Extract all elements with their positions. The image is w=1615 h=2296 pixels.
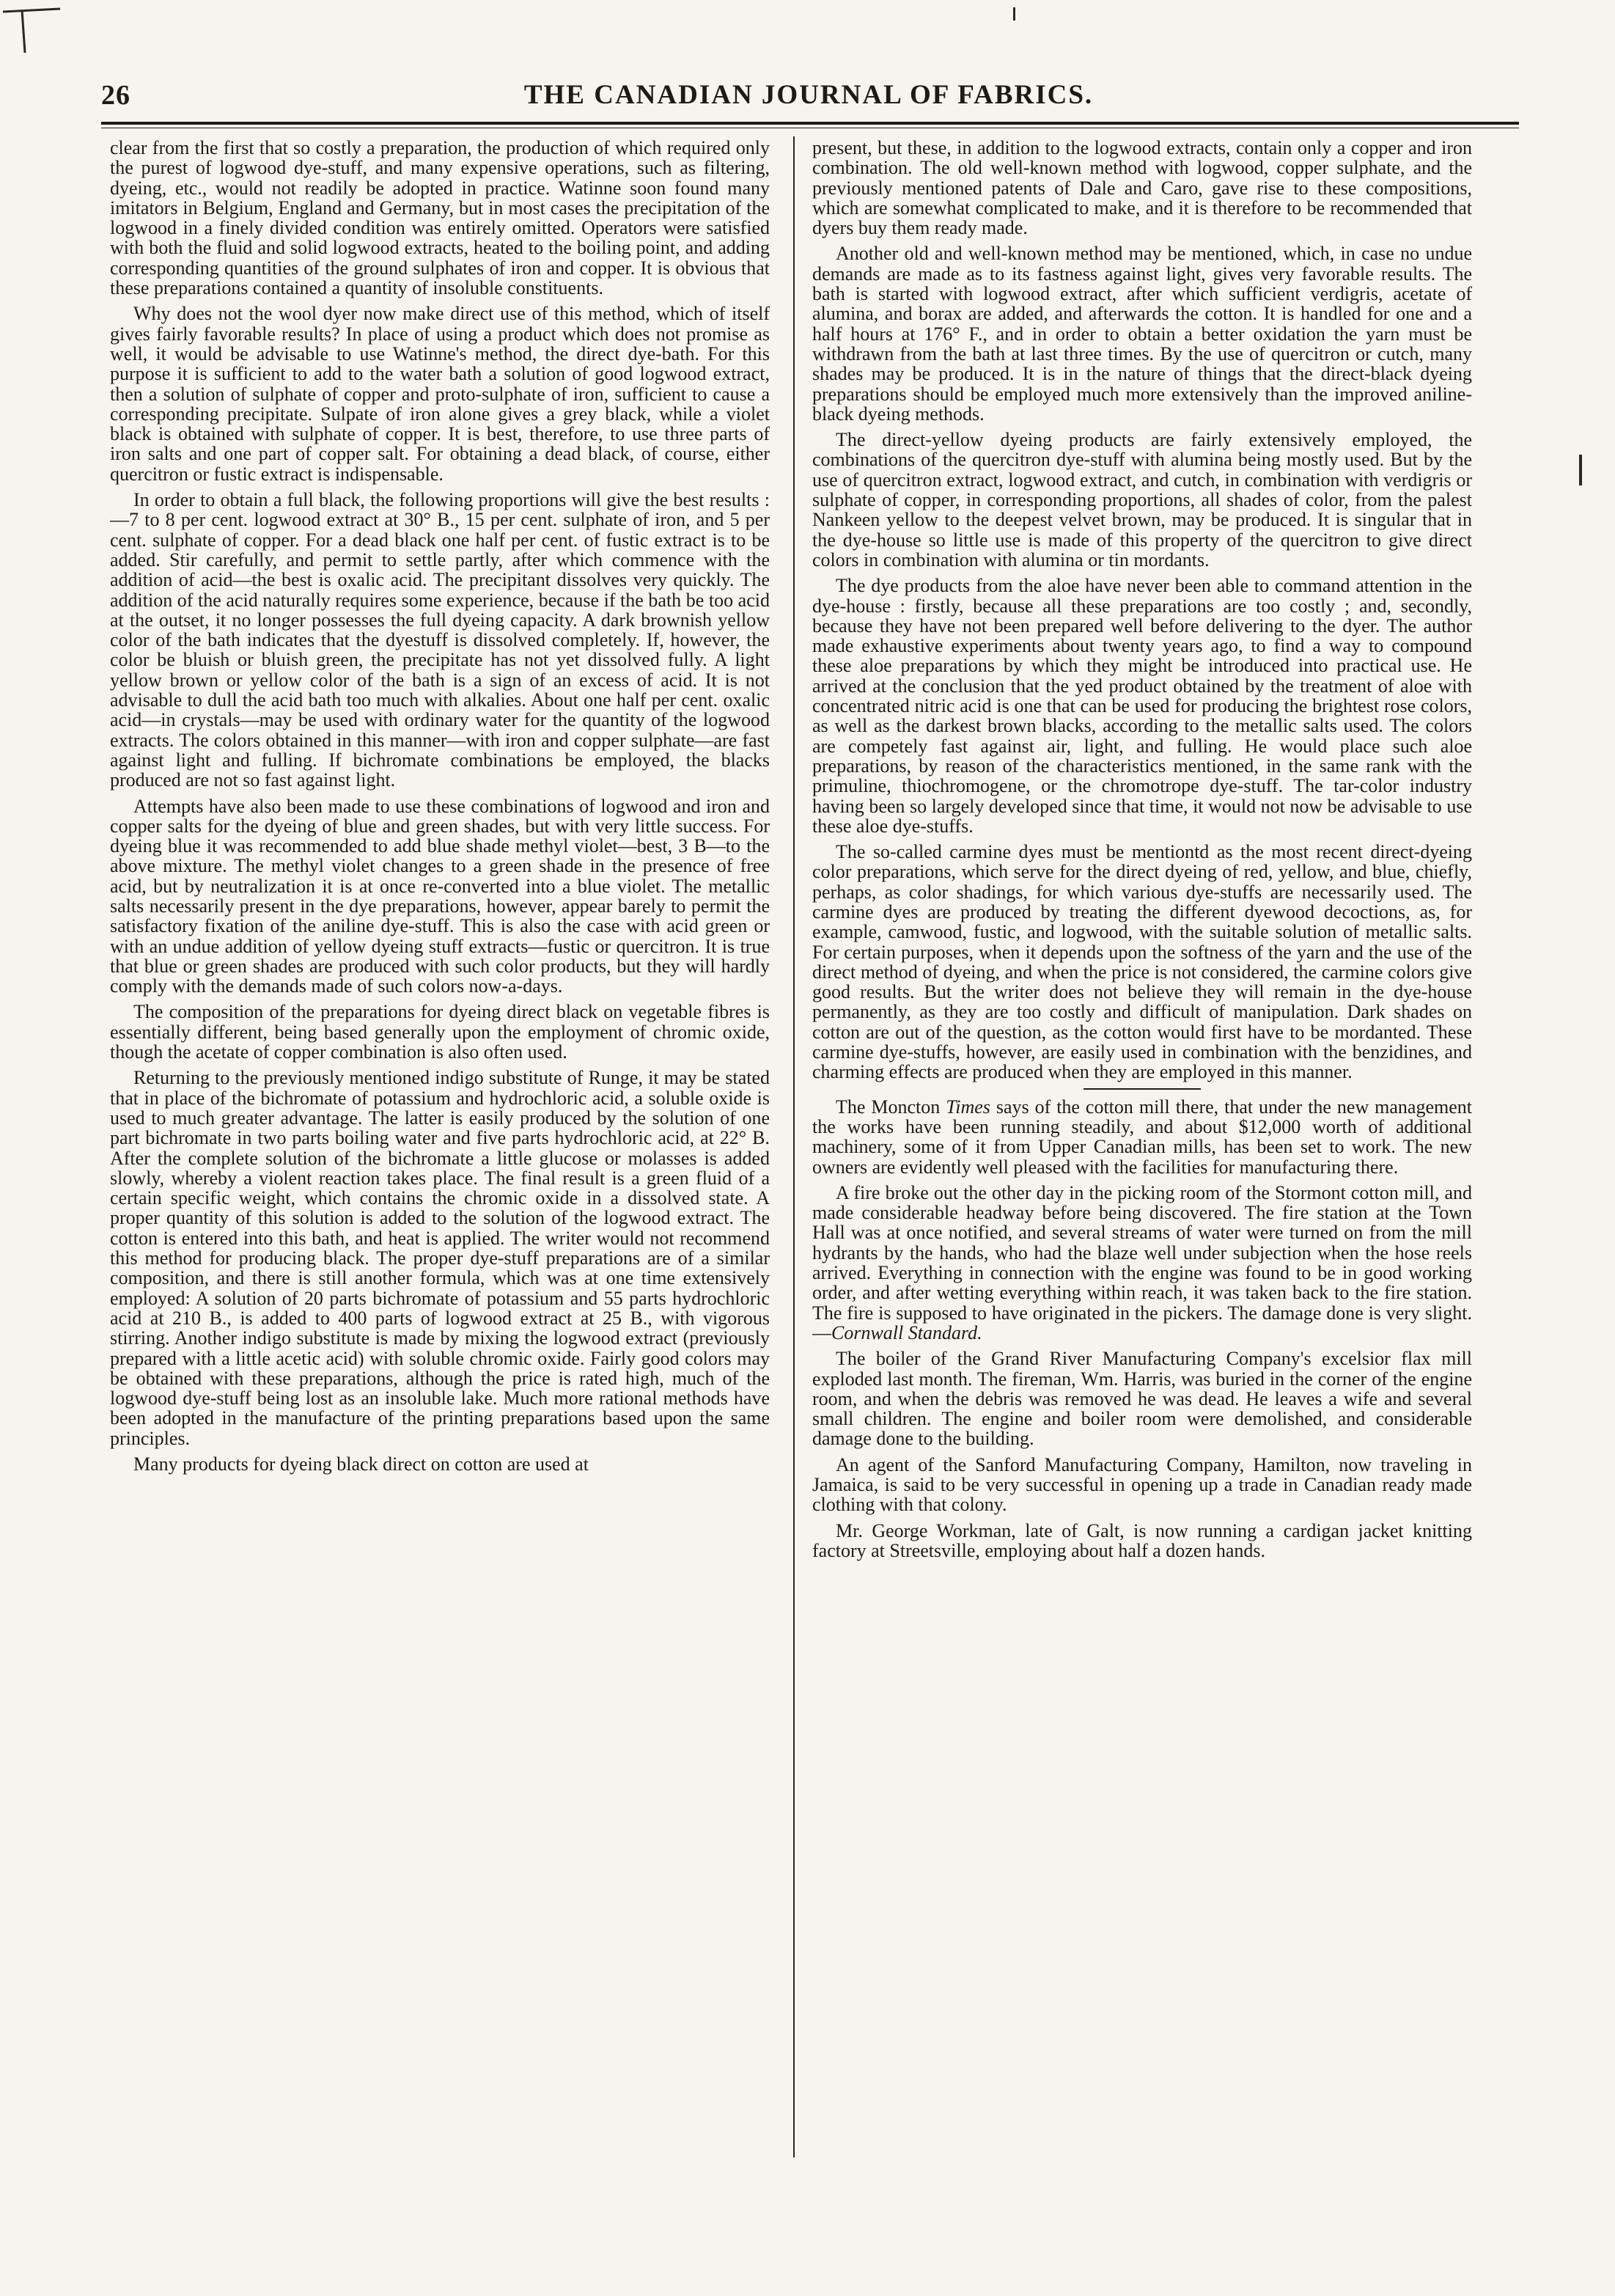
- paragraph: The dye products from the aloe have never been able to command attention in the dye-house : firstly, because all these preparations are too costly ; and, secondly, because they have not been prepared well before delivering to the dyer. The author made exhaustive experiments about twenty years ago, to find a way to compound these aloe preparations by which they might be introduced into practical use. He arrived at the conclusion that the yed product obtained by the treatment of aloe with concentrated nitric acid is one that can be used for producing the brightest rose colors, as well as the darkest brown blacks, according to the metallic salts used. The colors are competely fast against air, light, and fulling. He would place such aloe preparations, by reason of the characteristics mentioned, in the same rank with the primuline, thiochromogene, or the chromotrope dye-stuff. The tar-color industry having been so largely developed since that time, it would not now be advisable to use these aloe dye-stuffs.: [812, 575, 1472, 837]
- page-header: [101, 79, 1516, 117]
- news-text: A fire broke out the other day in the picking room of the Stormont cotton mill, and made considerable headway before being discovered. The fire station at the Town Hall was at once notified, and several streams of water were turned on from the mill hydrants by the hands, who had the blaze well under subjection when the hose reels arrived. Everything in connection with the engine was found to be in good working order, and after wetting everything within reach, it was taken back to the fire station. The fire is supposed to have originated in the pickers. The damage done is very slight.—: [812, 1181, 1472, 1343]
- right-column: [812, 138, 1472, 2162]
- news-source: Cornwall Standard.: [831, 1321, 982, 1343]
- corner-crop-mark: [1, 1, 75, 60]
- news-item-moncton: [812, 1097, 1472, 1177]
- news-item-fire: [812, 1183, 1472, 1343]
- page-number: 26: [101, 80, 130, 111]
- column-divider: [793, 136, 795, 2157]
- news-text: says of the cotton mill there, that under the new management the works have been running steadily, and about $12,000 worth of additional machinery, some of it from Upper Canadian mills, has been set to work. The new owners are evidently well pleased with the facilities for manufacturing there.: [812, 1096, 1472, 1178]
- scan-speck: [1013, 7, 1015, 21]
- paragraph: In order to obtain a full black, the following proportions will give the best results :—7 to 8 per cent. logwood extract at 30° B., 15 per cent. sulphate of iron, and 5 per cent. sulphate of copper. For a dead black one half per cent. of fustic extract is to be added. Stir carefully, and permit to settle partly, after which commence with the addition of acid—the best is oxalic acid. The precipitant dissolves very quickly. The addition of the acid naturally requires some experience, because if the bath be too acid at the outset, it no longer possesses the full dyeing capacity. A dark brownish yellow color of the bath indicates that the dyestuff is dissolved completely. If, however, the color be bluish or bluish green, the precipitate has not yet dissolved fully. A light yellow brown or yellow color of the bath is a sign of an excess of acid. It is not advisable to dull the acid bath too much with alkalies. About one half per cent. oxalic acid—in crystals—may be used with ordinary water for the quantity of the logwood extracts. The colors obtained in this manner—with iron and copper sulphate—are fast against light and fulling. If bichromate combinations be employed, the blacks produced are not so fast against light.: [110, 489, 770, 791]
- paragraph: clear from the first that so costly a preparation, the production of which required only the purest of logwood dye-stuff, and many expensive operations, such as filtering, dyeing, etc., would not readily be adopted in practice. Watinne soon found many imitators in Belgium, England and Germany, but in most cases the precipitation of the logwood in a finely divided condition was entirely omitted. Operators were satisfied with both the fluid and solid logwood extracts, heated to the boiling point, and adding corresponding quantities of the ground sulphates of iron and copper. It is obvious that these preparations contained a quantity of insoluble constituents.: [110, 138, 770, 299]
- paragraph: The direct-yellow dyeing products are fairly extensively employed, the combinations of the quercitron dye-stuff with alumina being mostly used. But by the use of quercitron extract, logwood extract, and cutch, in combination with verdigris or sulphate of copper, in corresponding proportions, all shades of color, from the palest Nankeen yellow to the deepest velvet brown, may be produced. It is singular that in the dye-house so little use is made of this property of the quercitron to give direct colors in combination with alumina or tin mordants.: [812, 429, 1472, 571]
- newspaper-name: Times: [946, 1096, 990, 1118]
- paragraph: Returning to the previously mentioned indigo substitute of Runge, it may be stated that in place of the bichromate of potassium and hydrochloric acid, a soluble oxide is used to much greater advantage. The latter is easily produced by the solution of one part bichromate in two parts boiling water and five parts hydrochloric acid, at 22° B. After the complete solution of the bichromate a little glucose or molasses is added slowly, whereby a violent reaction takes place. The final result is a green fluid of a certain specific weight, which contains the chromic oxide in a dissolved state. A proper quantity of this solution is added to the solution of the logwood extract. The cotton is entered into this bath, and heat is applied. The writer would not recommend this method for producing black. The proper dye-stuff preparations are of a similar composition, and there is still another formula, which was at one time extensively employed: A solution of 20 parts bichromate of potassium and 55 parts hydrochloric acid at 210 B., is added to 400 parts of logwood extract at 25 B., with vigorous stirring. Another indigo substitute is made by mixing the logwood extract (previously prepared with a little acetic acid) with soluble chromic oxide. Fairly good colors may be obtained with these preparations, although the price is rated high, much of the logwood dye-stuff being lost as an insoluble lake. Much more rational methods have been adopted in the manufacture of the printing preparations based upon the same principles.: [110, 1067, 770, 1449]
- news-item-boiler: The boiler of the Grand River Manufacturing Company's excelsior flax mill exploded last month. The fireman, Wm. Harris, was buried in the corner of the engine room, and when the debris was removed he was dead. He leaves a wife and several small children. The engine and boiler room were demolished, and considerable damage done to the building.: [812, 1348, 1472, 1450]
- news-item-workman: Mr. George Workman, late of Galt, is now running a cardigan jacket knitting factory at Streetsville, employing about half a dozen hands.: [812, 1519, 1472, 1561]
- paragraph: Attempts have also been made to use these combinations of logwood and iron and copper salts for the dyeing of blue and green shades, but with very little success. For dyeing blue it was recommended to add blue shade methyl violet—best, 3 B—to the above mixture. The methyl violet changes to a green shade in the presence of free acid, but by neutralization it is at once re-converted into a blue violet. The metallic salts necessarily present in the dye preparations, however, appear barely to permit the satisfactory fixation of the aniline dye-stuff. This is also the case with acid green or with an undue addition of yellow dyeing stuff extracts—fustic or quercitron. It is true that blue or green shades are produced with such color products, but they will hardly comply with the demands made of such colors now-a-days.: [110, 795, 770, 997]
- journal-title: THE CANADIAN JOURNAL OF FABRICS.: [523, 80, 1094, 110]
- paragraph: Why does not the wool dyer now make direct use of this method, which of itself gives fairly favorable results? In place of using a product which does not promise as well, it would be advisable to use Watinne's method, the direct dye-bath. For this purpose it is sufficient to add to the water bath a solution of good logwood extract, then a solution of sulphate of copper and proto-sulphate of iron, sufficient to cause a corresponding precipitate. Sulpate of iron alone gives a grey black, while a violet black is obtained with sulphate of copper. It is best, therefore, to use three parts of iron salts and one part of copper salt. For obtaining a dead black, of course, either quercitron or fustic extract is indispensable.: [110, 303, 770, 485]
- news-text: The Moncton: [836, 1096, 946, 1118]
- news-item-sanford: An agent of the Sanford Manufacturing Company, Hamilton, now traveling in Jamaica, is said to be very successful in opening up a trade in Canadian ready made clothing with that colony.: [812, 1453, 1472, 1516]
- section-rule: [1084, 1088, 1201, 1090]
- paragraph: The so-called carmine dyes must be mentiontd as the most recent direct-dyeing color preparations, which serve for the direct dyeing of red, yellow, and blue, chiefly, perhaps, as color shadings, for which various dye-stuffs are necessarily used. The carmine dyes are produced by treating the different dyewood decoctions, as, for example, camwood, fustic, and logwood, with the suitable solution of metallic salts. For certain purposes, when it depends upon the softness of the yarn and the use of the direct method of dyeing, and when the price is not considered, the carmine colors give good results. But the writer does not believe they will remain in the dye-house permanently, as they are too costly and difficult of manipulation. Dark shades on cotton are out of the question, as the cotton would first have to be mordanted. These carmine dye-stuffs, however, are easily used in combination with the benzidines, and charming effects are produced when they are employed in this manner.: [812, 841, 1472, 1083]
- left-column: [110, 138, 770, 2162]
- paragraph: Many products for dyeing black direct on cotton are used at: [133, 1453, 589, 1475]
- header-rule: [101, 122, 1519, 125]
- paragraph: Another old and well-known method may be mentioned, which, in case no undue demands are made as to its fastness against light, gives very favorable results. The bath is started with logwood extract, after which sufficient verdigris, acetate of alumina, and borax are added, and afterwards the cotton. It is handled for one and a half hours at 176° F., and in order to obtain a better oxidation the yarn must be withdrawn from the bath at last three times. By the use of quercitron or cutch, many shades may be produced. It is in the nature of things that the direct-black dyeing preparations should be employed much more extensively than the improved aniline-black dyeing methods.: [812, 243, 1472, 425]
- paragraph: The composition of the preparations for dyeing direct black on vegetable fibres is essentially different, being based generally upon the employment of chromic oxide, though the acetate of copper combination is also often used.: [110, 1001, 770, 1063]
- paragraph: present, but these, in addition to the logwood extracts, contain only a copper and iron combination. The old well-known method with logwood, copper sulphate, and the previously mentioned patents of Dale and Caro, gave rise to these compositions, which are somewhat complicated to make, and it is therefore to be recommended that dyers buy them ready made.: [812, 138, 1472, 239]
- scan-speck: [1579, 455, 1582, 485]
